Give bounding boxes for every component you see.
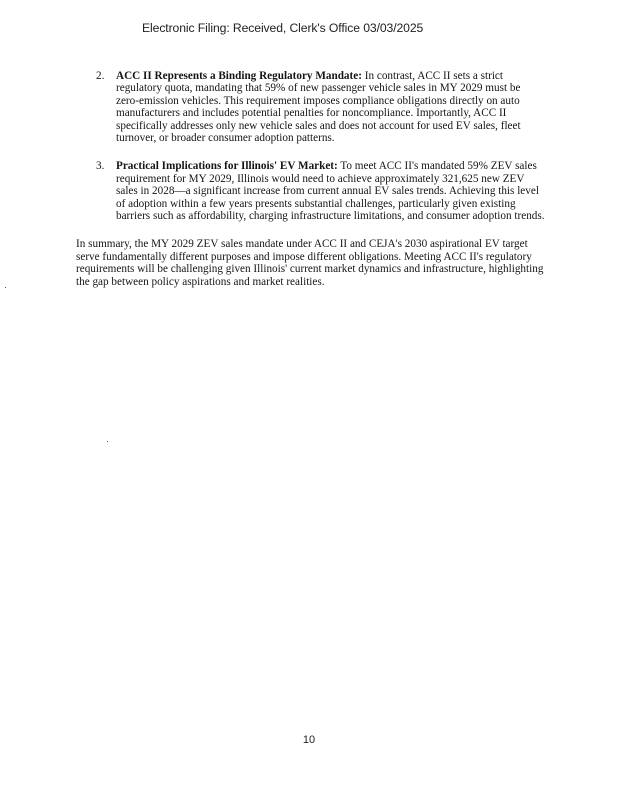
filing-stamp-header: Electronic Filing: Received, Clerk's Office 03/03/2025 (142, 21, 424, 35)
summary-paragraph: In summary, the MY 2029 ZEV sales mandate under ACC II and CEJA's 2030 aspirational EV target serve fundamentally different purposes and impose different obligations. Meeting ACC II's regulatory requirements will be challenging given Illinois' current market dynamics and infrastructure, highlighting the gap between policy aspirations and market realities. (76, 238, 544, 288)
document-body (76, 70, 546, 288)
list-item-3 (76, 160, 546, 222)
page-number: 10 (302, 734, 316, 746)
list-item-number: 2. (96, 70, 105, 82)
list-item-heading: Practical Implications for Illinois' EV Market: (116, 160, 338, 173)
scan-speck (107, 441, 108, 442)
list-item-number: 3. (96, 160, 105, 173)
list-item-2 (76, 70, 546, 144)
list-item-body: In contrast, ACC II sets a strict regulatory quota, mandating that 59% of new passenger vehicle sales in MY 2029 must be zero-emission vehicles. This requirement imposes compliance obligations directly on auto manufacturers and includes potential penalties for noncompliance. Importantly, ACC II specifically addresses only new vehicle sales and does not account for used EV sales, fleet turnover, or broader consumer adoption patterns. (116, 70, 521, 145)
list-item-body: To meet ACC II's mandated 59% ZEV sales requirement for MY 2029, Illinois would need to achieve approximately 321,625 new ZEV sales in 2028—a significant increase from current annual EV sales trends. Achieving this level of adoption within a few years presents substantial challenges, particularly given existing barriers such as affordability, charging infrastructure limitations, and consumer adoption trends. (116, 160, 545, 223)
list-item-heading: ACC II Represents a Binding Regulatory Mandate: (116, 70, 362, 82)
scan-speck (5, 287, 6, 288)
